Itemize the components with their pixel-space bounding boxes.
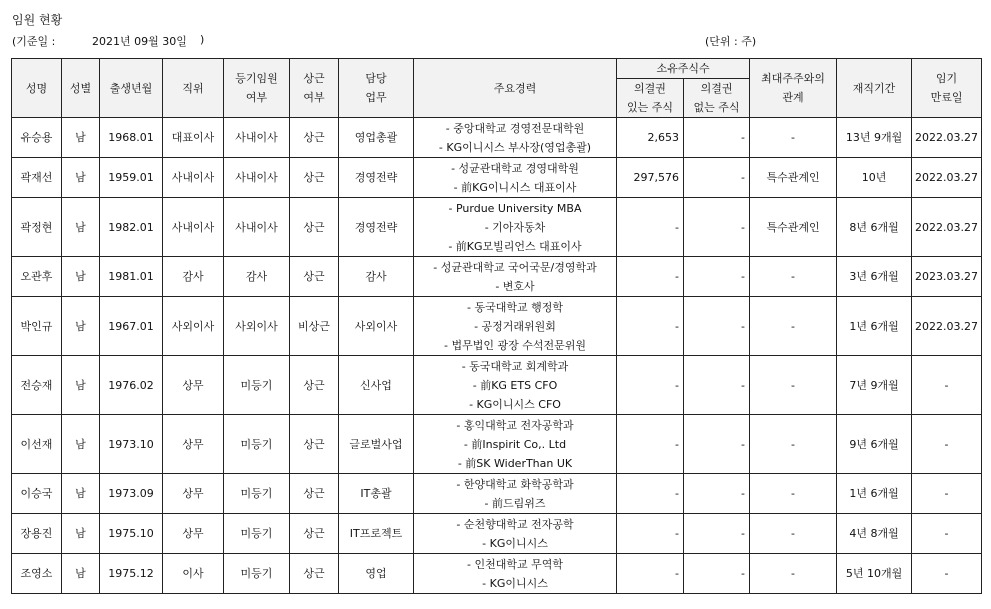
cell-relation: - [750, 118, 837, 158]
cell-voting: - [617, 415, 684, 474]
cell-gender: 남 [62, 257, 100, 297]
cell-relation: - [750, 257, 837, 297]
cell-career [414, 118, 617, 158]
cell-term: - [912, 554, 982, 594]
career-line: - KG이니시스 [482, 536, 548, 550]
table-row [12, 415, 982, 474]
cell-tenure: 4년 8개월 [837, 514, 912, 554]
cell-nonvoting: - [684, 415, 750, 474]
career-line: - 동국대학교 회계학과 [461, 359, 569, 373]
cell-duty: IT프로젝트 [339, 514, 414, 554]
basis-date-value: 2021년 09월 30일 [92, 35, 187, 48]
career-line: - 前SK WiderThan UK [457, 456, 573, 470]
cell-term: 2022.03.27 [912, 198, 982, 257]
document-title: 임원 현황 [12, 13, 63, 27]
cell-voting: - [617, 198, 684, 257]
cell-name: 전승재 [12, 356, 62, 415]
cell-tenure: 13년 9개월 [837, 118, 912, 158]
cell-fulltime: 비상근 [290, 297, 339, 356]
table-row [12, 474, 982, 514]
cell-gender: 남 [62, 158, 100, 198]
career-line: - KG이니시스 CFO [469, 397, 561, 411]
career-line: - Purdue University MBA [448, 201, 582, 215]
cell-relation: 특수관계인 [750, 198, 837, 257]
cell-duty: 신사업 [339, 356, 414, 415]
cell-relation: - [750, 554, 837, 594]
cell-fulltime: 상근 [290, 118, 339, 158]
cell-relation: 특수관계인 [750, 158, 837, 198]
cell-name: 오관후 [12, 257, 62, 297]
cell-birth: 1982.01 [100, 198, 163, 257]
career-line: - 법무법인 광장 수석전문위원 [444, 338, 586, 352]
career-line: - 기아자동차 [484, 220, 546, 234]
header-shares: 소유주식수 [617, 59, 750, 79]
career-line: - 변호사 [495, 279, 535, 293]
cell-position: 사내이사 [163, 158, 224, 198]
cell-term: - [912, 415, 982, 474]
cell-gender: 남 [62, 118, 100, 158]
cell-registered: 미등기 [224, 415, 290, 474]
cell-nonvoting: - [684, 158, 750, 198]
career-line: - 前KG ETS CFO [472, 378, 558, 392]
cell-duty: IT총괄 [339, 474, 414, 514]
cell-tenure: 5년 10개월 [837, 554, 912, 594]
cell-birth: 1976.02 [100, 356, 163, 415]
cell-voting: 297,576 [617, 158, 684, 198]
cell-voting: - [617, 356, 684, 415]
table-row [12, 257, 982, 297]
table-row [12, 514, 982, 554]
cell-fulltime: 상근 [290, 158, 339, 198]
header-career: 주요경력 [414, 59, 617, 118]
cell-position: 사내이사 [163, 198, 224, 257]
cell-term: - [912, 474, 982, 514]
header-voting: 의결권 있는 주식 [617, 79, 684, 118]
cell-registered: 사내이사 [224, 198, 290, 257]
cell-name: 장용진 [12, 514, 62, 554]
cell-registered: 사내이사 [224, 118, 290, 158]
cell-voting: - [617, 257, 684, 297]
cell-career [414, 257, 617, 297]
cell-birth: 1959.01 [100, 158, 163, 198]
header-nonvoting: 의결권 없는 주식 [684, 79, 750, 118]
cell-birth: 1973.10 [100, 415, 163, 474]
basis-date [12, 33, 205, 49]
cell-nonvoting: - [684, 554, 750, 594]
cell-fulltime: 상근 [290, 356, 339, 415]
career-line: - 前Inspirit Co,. Ltd [463, 437, 567, 451]
header-tenure: 재직기간 [837, 59, 912, 118]
cell-term: 2022.03.27 [912, 297, 982, 356]
cell-fulltime: 상근 [290, 198, 339, 257]
cell-position: 상무 [163, 514, 224, 554]
header-fulltime: 상근 여부 [290, 59, 339, 118]
cell-career [414, 415, 617, 474]
cell-tenure: 8년 6개월 [837, 198, 912, 257]
cell-gender: 남 [62, 198, 100, 257]
cell-duty: 경영전략 [339, 198, 414, 257]
cell-name: 박인규 [12, 297, 62, 356]
cell-tenure: 1년 6개월 [837, 474, 912, 514]
cell-gender: 남 [62, 514, 100, 554]
cell-name: 곽정현 [12, 198, 62, 257]
cell-duty: 영업 [339, 554, 414, 594]
cell-registered: 사외이사 [224, 297, 290, 356]
career-line: - 공정거래위원회 [474, 319, 556, 333]
cell-position: 상무 [163, 356, 224, 415]
cell-nonvoting: - [684, 198, 750, 257]
executive-table [11, 58, 982, 594]
cell-tenure: 7년 9개월 [837, 356, 912, 415]
table-row [12, 554, 982, 594]
table-row [12, 356, 982, 415]
cell-position: 대표이사 [163, 118, 224, 158]
cell-term: - [912, 514, 982, 554]
table-row [12, 118, 982, 158]
cell-career [414, 356, 617, 415]
cell-duty: 글로벌사업 [339, 415, 414, 474]
career-line: - 성균관대학교 경영대학원 [451, 161, 579, 175]
cell-duty: 영업총괄 [339, 118, 414, 158]
basis-open: (기준일 : [12, 35, 56, 48]
career-line: - 홍익대학교 전자공학과 [456, 418, 574, 432]
cell-name: 이승국 [12, 474, 62, 514]
header-gender: 성별 [62, 59, 100, 118]
header-duty: 담당 업무 [339, 59, 414, 118]
cell-registered: 사내이사 [224, 158, 290, 198]
header-term: 임기 만료일 [912, 59, 982, 118]
cell-gender: 남 [62, 415, 100, 474]
cell-nonvoting: - [684, 356, 750, 415]
cell-registered: 미등기 [224, 474, 290, 514]
cell-name: 유승용 [12, 118, 62, 158]
career-line: - 순천향대학교 전자공학 [456, 517, 574, 531]
cell-term: - [912, 356, 982, 415]
cell-nonvoting: - [684, 118, 750, 158]
cell-term: 2022.03.27 [912, 158, 982, 198]
cell-position: 상무 [163, 474, 224, 514]
cell-career [414, 198, 617, 257]
cell-birth: 1975.12 [100, 554, 163, 594]
table-row [12, 158, 982, 198]
cell-fulltime: 상근 [290, 415, 339, 474]
cell-registered: 감사 [224, 257, 290, 297]
cell-duty: 사외이사 [339, 297, 414, 356]
career-line: - 前KG이니시스 대표이사 [453, 180, 577, 194]
cell-gender: 남 [62, 474, 100, 514]
cell-birth: 1981.01 [100, 257, 163, 297]
career-line: - 성균관대학교 국어국문/경영학과 [433, 260, 597, 274]
cell-career [414, 514, 617, 554]
cell-relation: - [750, 356, 837, 415]
table-row [12, 297, 982, 356]
cell-registered: 미등기 [224, 554, 290, 594]
career-line: - 동국대학교 행정학 [467, 300, 563, 314]
cell-birth: 1967.01 [100, 297, 163, 356]
cell-position: 이사 [163, 554, 224, 594]
cell-relation: - [750, 297, 837, 356]
cell-nonvoting: - [684, 257, 750, 297]
cell-fulltime: 상근 [290, 474, 339, 514]
cell-relation: - [750, 514, 837, 554]
cell-name: 곽재선 [12, 158, 62, 198]
cell-nonvoting: - [684, 474, 750, 514]
career-line: - 前드림위즈 [484, 496, 546, 510]
table-row [12, 198, 982, 257]
cell-position: 사외이사 [163, 297, 224, 356]
cell-voting: - [617, 297, 684, 356]
cell-career [414, 554, 617, 594]
cell-duty: 감사 [339, 257, 414, 297]
cell-gender: 남 [62, 297, 100, 356]
cell-position: 감사 [163, 257, 224, 297]
cell-registered: 미등기 [224, 356, 290, 415]
cell-fulltime: 상근 [290, 554, 339, 594]
cell-registered: 미등기 [224, 514, 290, 554]
cell-duty: 경영전략 [339, 158, 414, 198]
cell-relation: - [750, 415, 837, 474]
cell-gender: 남 [62, 356, 100, 415]
cell-birth: 1975.10 [100, 514, 163, 554]
cell-fulltime: 상근 [290, 514, 339, 554]
header-name: 성명 [12, 59, 62, 118]
cell-tenure: 9년 6개월 [837, 415, 912, 474]
header-registered: 등기임원 여부 [224, 59, 290, 118]
cell-voting: - [617, 514, 684, 554]
career-line: - 인천대학교 무역학 [467, 557, 563, 571]
career-line: - KG이니시스 부사장(영업총괄) [438, 140, 592, 154]
cell-nonvoting: - [684, 514, 750, 554]
career-line: - 한양대학교 화학공학과 [456, 477, 574, 491]
cell-name: 조영소 [12, 554, 62, 594]
career-line: - KG이니시스 [482, 576, 548, 590]
cell-career [414, 158, 617, 198]
header-position: 직위 [163, 59, 224, 118]
cell-tenure: 1년 6개월 [837, 297, 912, 356]
cell-tenure: 10년 [837, 158, 912, 198]
cell-position: 상무 [163, 415, 224, 474]
basis-close: ) [200, 33, 205, 46]
career-line: - 중앙대학교 경영전문대학원 [445, 121, 585, 135]
cell-fulltime: 상근 [290, 257, 339, 297]
cell-birth: 1973.09 [100, 474, 163, 514]
cell-nonvoting: - [684, 297, 750, 356]
cell-relation: - [750, 474, 837, 514]
career-line: - 前KG모빌리언스 대표이사 [448, 239, 582, 253]
cell-term: 2022.03.27 [912, 118, 982, 158]
cell-voting: - [617, 554, 684, 594]
cell-gender: 남 [62, 554, 100, 594]
cell-career [414, 474, 617, 514]
cell-term: 2023.03.27 [912, 257, 982, 297]
cell-voting: - [617, 474, 684, 514]
cell-tenure: 3년 6개월 [837, 257, 912, 297]
unit-label: (단위 : 주) [705, 35, 757, 48]
cell-birth: 1968.01 [100, 118, 163, 158]
cell-career [414, 297, 617, 356]
header-relation: 최대주주와의 관계 [750, 59, 837, 118]
header-birth: 출생년월 [100, 59, 163, 118]
cell-name: 이선재 [12, 415, 62, 474]
cell-voting: 2,653 [617, 118, 684, 158]
